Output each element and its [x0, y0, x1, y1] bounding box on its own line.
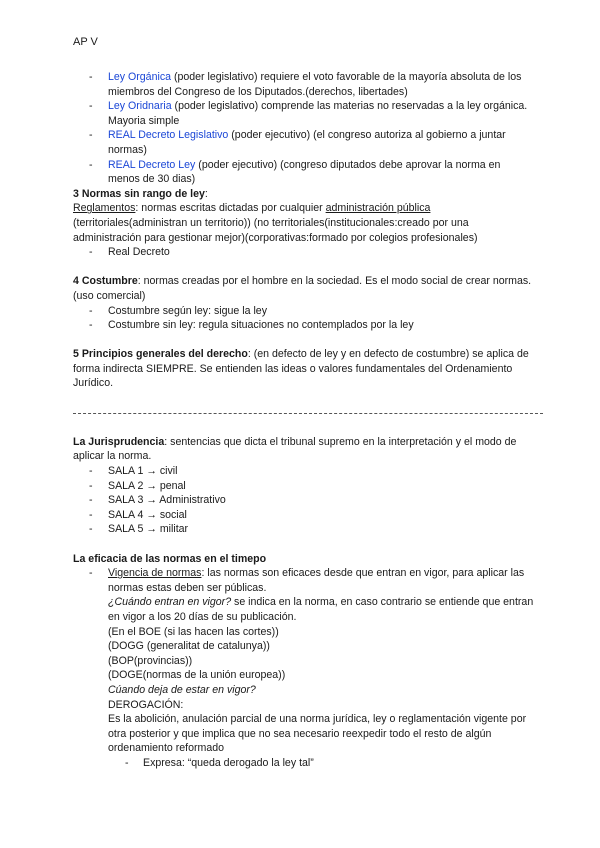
list-item: - SALA 3 → Administrativo [73, 493, 535, 508]
section4-paragraph [73, 274, 535, 303]
derogacion-text: Es la abolición, anulación parcial de una norma jurídica, ley o reglamentación vigente por otra posterior y que implica que no sea necesario reexpedir todo el resto de algún ordenamiento reformado [108, 713, 527, 755]
entry-into-force [108, 595, 535, 624]
section3-heading [73, 187, 535, 202]
text: : (en defecto de ley y en defecto de costumbre) se aplica de forma indirecta SIEMPRE. Se entienden las ideas o valores fundamentales del Ordenamiento Jurídico. [73, 348, 529, 390]
section5-paragraph [73, 347, 535, 391]
item-text: (poder ejecutivo) (congreso diputados debe aprovar la norma en menos de 30 dias) [108, 158, 501, 186]
term-link: REAL Decreto Ley [108, 158, 196, 171]
derogacion-list [73, 756, 535, 771]
salas-list [73, 464, 535, 537]
text: (territoriales(administran un territorio)) (no territoriales(institucionales:creado por una administración para gestionar mejor)(corporativas:formado por colegios profesionales) [73, 216, 478, 244]
header-initials: AP V [73, 36, 98, 48]
bulletin-line: (En el BOE (si las hacen las cortes)) [108, 625, 279, 638]
list-item: - SALA 4 → social [73, 508, 535, 523]
section-title: La eficacia de las normas en el timepo [73, 552, 267, 565]
list-item: - Costumbre según ley: sigue la ley [73, 304, 535, 319]
list-item [73, 128, 535, 157]
term-link: Ley Orgánica [108, 71, 172, 83]
bulletin-line: (DOGG (generalitat de catalunya)) [108, 640, 270, 653]
list-item: - SALA 2 → penal [73, 479, 535, 494]
list-item [73, 158, 535, 187]
section-title: 5 Principios generales del derecho [73, 348, 248, 361]
section-title: 4 Costumbre [73, 275, 138, 288]
list-item [73, 566, 535, 756]
list-item: - Costumbre sin ley: regula situaciones no contemplados por la ley [73, 318, 535, 333]
title-suffix: : [204, 187, 208, 200]
jurisprudencia-paragraph [73, 435, 535, 464]
item-text: (poder legislativo) comprende las materias no reservadas a la ley orgánica. Mayoria simple [108, 100, 528, 127]
question: ¿Cuándo entran en vigor? [108, 596, 232, 609]
item-text: (poder legislativo) requiere el voto favorable de la mayoría absoluta de los miembros del Congreso de los Diputados.(derechos, libertades) [108, 71, 522, 98]
text: : sentencias que dicta el tribunal supremo en la interpretación y el modo de aplicar la norma. [73, 435, 517, 463]
eficacia-list [73, 566, 535, 756]
divider [73, 406, 535, 421]
derogacion-label: DEROGACIÓN: [108, 698, 184, 711]
list-item [73, 99, 535, 128]
term: Reglamentos [73, 202, 136, 215]
term-link: Ley Oridnaria [108, 100, 172, 113]
text: : normas creadas por el hombre en la sociedad. Es el modo social de crear normas. (uso comercial) [73, 275, 532, 302]
list-item: - Expresa: “queda derogado la ley tal” [73, 756, 535, 771]
term-link: REAL Decreto Legislativo [108, 129, 229, 142]
question-line [108, 683, 535, 698]
eficacia-heading [73, 552, 535, 567]
section-title: 3 Normas sin rango de ley [73, 187, 205, 200]
document-body [73, 70, 535, 771]
list-item [73, 70, 535, 99]
section-title: La Jurisprudencia [73, 435, 165, 448]
section3-paragraph [73, 201, 535, 245]
term: administración pública [325, 202, 431, 215]
section4-list [73, 304, 535, 333]
section3-list [73, 245, 535, 260]
list-item: - Real Decreto [73, 245, 535, 260]
question: Cúando deja de estar en vigor? [108, 683, 256, 696]
law-types-list [73, 70, 535, 187]
list-item: - SALA 5 → militar [73, 522, 535, 537]
text: se indica en la norma, en caso contrario se entiende que entran en vigor a los 20 días de su publicación. [108, 596, 534, 623]
list-item: - SALA 1 → civil [73, 464, 535, 479]
term: Vigencia de normas [108, 567, 202, 580]
item-text: (poder ejecutivo) (el congreso autoriza al gobierno a juntar normas) [108, 129, 506, 156]
bulletin-line: (DOGE(normas de la unión europea)) [108, 669, 286, 682]
text: : las normas son eficaces desde que entran en vigor, para aplicar las normas estas deben ser públicas. [108, 567, 525, 594]
text: : normas escritas dictadas por cualquier [135, 202, 326, 215]
bulletin-line: (BOP(provincias)) [108, 654, 193, 667]
